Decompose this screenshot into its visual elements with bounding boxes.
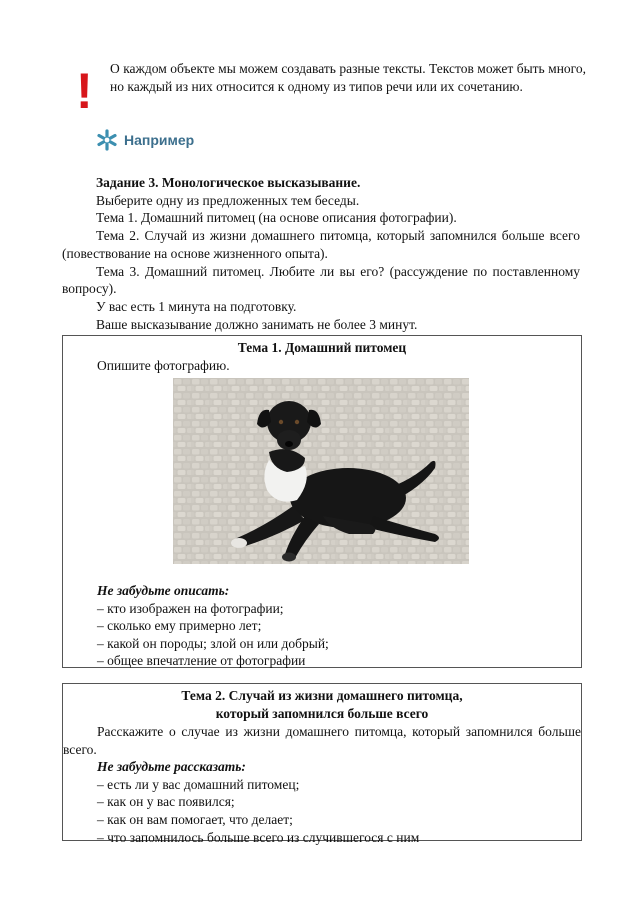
- task-line: Тема 2. Случай из жизни домашнего питомца, который запомнился больше всего (повествование на основе жизненного опыта).: [62, 228, 580, 261]
- list-item: – какой он породы; злой он или добрый;: [97, 635, 329, 651]
- example-heading: [96, 126, 194, 154]
- topic1-title: Тема 1. Домашний питомец: [237, 340, 407, 355]
- dog-photo: [173, 378, 469, 564]
- topic1-box: [62, 335, 582, 668]
- list-item: – как он вам помогает, что делает;: [97, 811, 293, 827]
- list-item: – кто изображен на фотографии;: [97, 600, 284, 616]
- task-line: Тема 1. Домашний питомец (на основе описания фотографии).: [96, 210, 457, 226]
- exclamation-icon: !: [76, 63, 93, 119]
- list-item: – что запомнилось больше всего из случившегося с ним: [97, 829, 420, 845]
- list-item: – как он у вас появился;: [97, 794, 235, 810]
- list-item: – сколько ему примерно лет;: [97, 618, 262, 634]
- dog-photo-illustration: [173, 378, 469, 564]
- topic1-instruction: Опишите фотографию.: [97, 358, 230, 373]
- task-line: Ваше высказывание должно занимать не более 3 минут.: [96, 316, 418, 332]
- note-text: О каждом объекте мы можем создавать разные тексты. Текстов может быть много, но каждый из них относится к одному из типов речи или их сочетанию.: [110, 61, 586, 94]
- topic2-instruction: Расскажите о случае из жизни домашнего питомца, который запомнился больше всего.: [63, 724, 581, 757]
- list-item: – есть ли у вас домашний питомец;: [97, 776, 300, 792]
- topic1-remember: Не забудьте описать:: [97, 583, 230, 598]
- topic2-box: [62, 683, 582, 845]
- task-line: Тема 3. Домашний питомец. Любите ли вы его? (рассуждение по поставленному вопросу).: [62, 263, 580, 297]
- topic2-title-line1: Тема 2. Случай из жизни домашнего питомца,: [181, 688, 463, 703]
- task-block: [62, 174, 580, 333]
- topic2-remember: Не забудьте рассказать:: [97, 759, 246, 775]
- topic1-remember-list: [63, 582, 581, 670]
- task-line: У вас есть 1 минута на подготовку.: [96, 298, 297, 314]
- task-title: Задание 3. Монологическое высказывание.: [96, 175, 361, 190]
- list-item: – общее впечатление от фотографии: [97, 653, 306, 669]
- task-line: Выберите одну из предложенных тем беседы.: [96, 192, 360, 208]
- topic2-title-line2: который запомнился больше всего: [215, 706, 429, 721]
- example-label: Например: [124, 132, 195, 148]
- snowflake-icon: [96, 129, 118, 151]
